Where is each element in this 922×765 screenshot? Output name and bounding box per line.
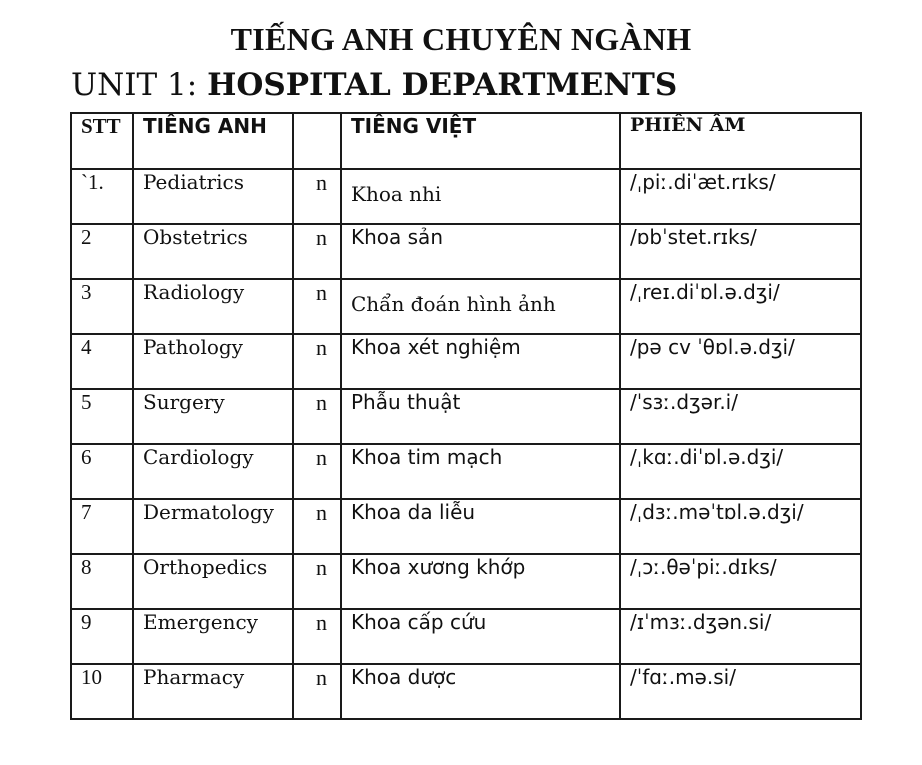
- cell-stt: `1.: [71, 169, 133, 224]
- cell-english: Emergency: [133, 609, 293, 664]
- vocabulary-table: [70, 112, 862, 720]
- cell-part-of-speech: n: [293, 664, 341, 719]
- cell-part-of-speech: n: [293, 224, 341, 279]
- cell-stt: 2: [71, 224, 133, 279]
- cell-vietnamese: Phẫu thuật: [341, 389, 620, 444]
- cell-english: Surgery: [133, 389, 293, 444]
- cell-stt: 3: [71, 279, 133, 334]
- table-row: [71, 389, 861, 444]
- cell-english: Pediatrics: [133, 169, 293, 224]
- table-row: [71, 334, 861, 389]
- cell-stt: 4: [71, 334, 133, 389]
- cell-vietnamese: Khoa xét nghiệm: [341, 334, 620, 389]
- table-row: [71, 279, 861, 334]
- cell-phonetic: /ˌreɪ.diˈɒl.ə.dʒi/: [620, 279, 861, 334]
- header-vietnamese: TIẾNG VIỆT: [341, 113, 620, 169]
- cell-part-of-speech: n: [293, 554, 341, 609]
- cell-stt: 10: [71, 664, 133, 719]
- cell-part-of-speech: n: [293, 169, 341, 224]
- cell-vietnamese: Khoa dược: [341, 664, 620, 719]
- cell-phonetic: /ˌkɑː.diˈɒl.ə.dʒi/: [620, 444, 861, 499]
- cell-part-of-speech: n: [293, 609, 341, 664]
- cell-phonetic: /ˈfɑː.mə.si/: [620, 664, 861, 719]
- header-part-of-speech: [293, 113, 341, 169]
- cell-phonetic: /ˌɔː.θəˈpiː.dɪks/: [620, 554, 861, 609]
- unit-heading: [71, 66, 677, 104]
- unit-number: UNIT 1:: [71, 67, 198, 103]
- cell-english: Cardiology: [133, 444, 293, 499]
- table-row: [71, 169, 861, 224]
- document-title: TIẾNG ANH CHUYÊN NGÀNH: [230, 21, 692, 57]
- cell-english: Pharmacy: [133, 664, 293, 719]
- cell-phonetic: /ˌdɜː.məˈtɒl.ə.dʒi/: [620, 499, 861, 554]
- cell-vietnamese: Khoa nhi: [341, 169, 620, 224]
- cell-vietnamese: Khoa xương khớp: [341, 554, 620, 609]
- cell-part-of-speech: n: [293, 279, 341, 334]
- cell-vietnamese: Chẩn đoán hình ảnh: [341, 279, 620, 334]
- cell-stt: 9: [71, 609, 133, 664]
- header-phonetic: PHIÊN ÂM: [620, 113, 861, 169]
- cell-english: Pathology: [133, 334, 293, 389]
- cell-vietnamese: Khoa cấp cứu: [341, 609, 620, 664]
- cell-part-of-speech: n: [293, 334, 341, 389]
- cell-phonetic: /ˌpiː.diˈæt.rɪks/: [620, 169, 861, 224]
- cell-stt: 6: [71, 444, 133, 499]
- table-header-row: [71, 113, 861, 169]
- cell-english: Dermatology: [133, 499, 293, 554]
- cell-english: Radiology: [133, 279, 293, 334]
- cell-vietnamese: Khoa da liễu: [341, 499, 620, 554]
- cell-part-of-speech: n: [293, 499, 341, 554]
- table-row: [71, 609, 861, 664]
- cell-phonetic: /pə cv ˈθɒl.ə.dʒi/: [620, 334, 861, 389]
- cell-vietnamese: Khoa tim mạch: [341, 444, 620, 499]
- unit-topic: HOSPITAL DEPARTMENTS: [207, 67, 678, 103]
- cell-phonetic: /ɪˈmɜː.dʒən.si/: [620, 609, 861, 664]
- table-row: [71, 224, 861, 279]
- table-row: [71, 499, 861, 554]
- header-stt: STT: [71, 113, 133, 169]
- cell-stt: 8: [71, 554, 133, 609]
- cell-part-of-speech: n: [293, 389, 341, 444]
- cell-english: Orthopedics: [133, 554, 293, 609]
- cell-part-of-speech: n: [293, 444, 341, 499]
- table-row: [71, 664, 861, 719]
- cell-phonetic: /ɒbˈstet.rɪks/: [620, 224, 861, 279]
- cell-phonetic: /ˈsɜː.dʒər.i/: [620, 389, 861, 444]
- table-row: [71, 444, 861, 499]
- cell-english: Obstetrics: [133, 224, 293, 279]
- cell-stt: 5: [71, 389, 133, 444]
- cell-stt: 7: [71, 499, 133, 554]
- header-english: TIẾNG ANH: [133, 113, 293, 169]
- table-row: [71, 554, 861, 609]
- cell-vietnamese: Khoa sản: [341, 224, 620, 279]
